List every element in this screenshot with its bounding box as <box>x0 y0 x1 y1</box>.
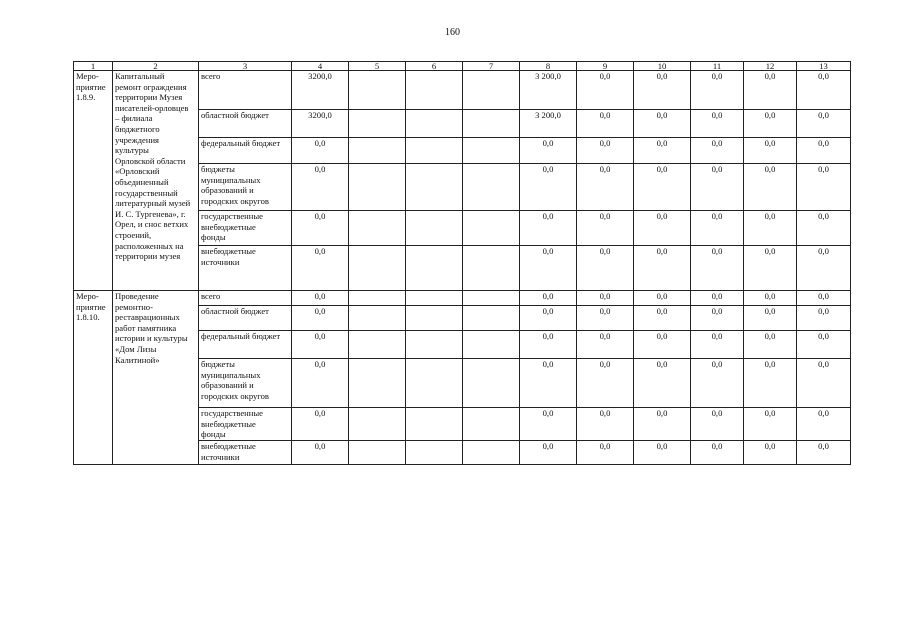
amount-cell: 0,0 <box>744 211 797 246</box>
amount-cell: 0,0 <box>577 246 634 291</box>
header-row <box>74 62 851 71</box>
amount-cell <box>406 110 463 138</box>
amount-cell <box>406 164 463 211</box>
amount-cell <box>349 164 406 211</box>
amount-cell: 0,0 <box>691 164 744 211</box>
amount-cell: 0,0 <box>577 71 634 110</box>
funding-source: внебюджетные источники <box>199 441 292 465</box>
amount-cell: 0,0 <box>520 164 577 211</box>
amount-cell: 0,0 <box>520 359 577 408</box>
amount-cell: 0,0 <box>797 306 851 331</box>
amount-cell <box>463 291 520 306</box>
amount-cell <box>463 138 520 164</box>
funding-source: государственные внебюджетные фонды <box>199 408 292 441</box>
amount-cell <box>463 331 520 359</box>
amount-cell: 0,0 <box>634 164 691 211</box>
amount-cell <box>406 441 463 465</box>
amount-cell <box>463 408 520 441</box>
amount-cell: 0,0 <box>691 71 744 110</box>
column-number-header: 3 <box>199 62 292 71</box>
amount-cell: 0,0 <box>744 331 797 359</box>
column-number-header: 12 <box>744 62 797 71</box>
amount-cell: 0,0 <box>577 164 634 211</box>
amount-cell: 0,0 <box>577 331 634 359</box>
amount-cell: 0,0 <box>634 246 691 291</box>
amount-cell: 3 200,0 <box>520 71 577 110</box>
amount-cell: 0,0 <box>292 331 349 359</box>
amount-cell <box>406 291 463 306</box>
column-number-header: 4 <box>292 62 349 71</box>
column-number-header: 1 <box>74 62 113 71</box>
amount-cell: 0,0 <box>520 441 577 465</box>
funding-table <box>73 61 851 465</box>
amount-cell <box>463 359 520 408</box>
column-number-header: 11 <box>691 62 744 71</box>
funding-source: бюджеты муниципальных образований и городских округов <box>199 359 292 408</box>
amount-cell: 0,0 <box>744 291 797 306</box>
funding-source: бюджеты муниципальных образований и городских округов <box>199 164 292 211</box>
amount-cell: 0,0 <box>691 138 744 164</box>
amount-cell: 0,0 <box>691 110 744 138</box>
column-number-header: 6 <box>406 62 463 71</box>
amount-cell <box>349 110 406 138</box>
amount-cell: 0,0 <box>744 441 797 465</box>
amount-cell: 0,0 <box>691 306 744 331</box>
amount-cell <box>406 408 463 441</box>
amount-cell: 0,0 <box>577 138 634 164</box>
amount-cell: 0,0 <box>797 441 851 465</box>
amount-cell: 0,0 <box>691 359 744 408</box>
amount-cell <box>463 306 520 331</box>
amount-cell: 0,0 <box>520 211 577 246</box>
amount-cell: 0,0 <box>520 408 577 441</box>
amount-cell: 0,0 <box>797 246 851 291</box>
amount-cell: 0,0 <box>634 110 691 138</box>
amount-cell: 0,0 <box>797 291 851 306</box>
amount-cell: 0,0 <box>691 211 744 246</box>
amount-cell <box>406 306 463 331</box>
amount-cell: 0,0 <box>577 110 634 138</box>
table-body <box>74 62 851 465</box>
amount-cell: 0,0 <box>520 138 577 164</box>
amount-cell: 0,0 <box>634 359 691 408</box>
measure-description: Капитальный ремонт ограждения территории Музея писателей-орловцев – филиала бюджетного учреждения культуры Орловской области «Орловский объединенный государственный литературный музей И. С. Тургенева», г. Орел, и снос ветхих строений, расположенных на территории музея <box>113 71 199 291</box>
amount-cell: 0,0 <box>292 246 349 291</box>
amount-cell <box>406 331 463 359</box>
amount-cell: 0,0 <box>577 359 634 408</box>
amount-cell <box>349 71 406 110</box>
column-number-header: 8 <box>520 62 577 71</box>
funding-source: федеральный бюджет <box>199 331 292 359</box>
table-row <box>74 71 851 110</box>
amount-cell <box>349 408 406 441</box>
funding-source: федеральный бюджет <box>199 138 292 164</box>
amount-cell: 0,0 <box>797 211 851 246</box>
amount-cell: 0,0 <box>577 291 634 306</box>
amount-cell: 3 200,0 <box>520 110 577 138</box>
amount-cell: 0,0 <box>520 331 577 359</box>
amount-cell: 0,0 <box>292 138 349 164</box>
measure-id: Меро- приятие 1.8.10. <box>74 291 113 465</box>
amount-cell: 0,0 <box>520 291 577 306</box>
amount-cell: 0,0 <box>744 246 797 291</box>
funding-source: всего <box>199 71 292 110</box>
amount-cell: 0,0 <box>520 306 577 331</box>
amount-cell: 0,0 <box>744 408 797 441</box>
amount-cell: 0,0 <box>797 408 851 441</box>
amount-cell: 0,0 <box>520 246 577 291</box>
amount-cell: 0,0 <box>292 359 349 408</box>
amount-cell <box>349 211 406 246</box>
amount-cell <box>406 211 463 246</box>
amount-cell: 0,0 <box>797 359 851 408</box>
amount-cell: 0,0 <box>634 408 691 441</box>
amount-cell: 3200,0 <box>292 71 349 110</box>
amount-cell: 0,0 <box>797 331 851 359</box>
amount-cell: 0,0 <box>744 71 797 110</box>
amount-cell: 0,0 <box>634 138 691 164</box>
amount-cell: 0,0 <box>634 211 691 246</box>
amount-cell: 0,0 <box>292 441 349 465</box>
amount-cell: 0,0 <box>577 306 634 331</box>
amount-cell <box>463 71 520 110</box>
amount-cell <box>349 359 406 408</box>
amount-cell <box>463 110 520 138</box>
amount-cell: 0,0 <box>744 306 797 331</box>
funding-source: областной бюджет <box>199 110 292 138</box>
amount-cell <box>349 291 406 306</box>
column-number-header: 10 <box>634 62 691 71</box>
column-number-header: 7 <box>463 62 520 71</box>
table-row <box>74 291 851 306</box>
amount-cell: 0,0 <box>634 331 691 359</box>
amount-cell: 0,0 <box>744 110 797 138</box>
amount-cell: 0,0 <box>744 164 797 211</box>
amount-cell: 0,0 <box>634 306 691 331</box>
amount-cell: 0,0 <box>691 246 744 291</box>
measure-description: Проведение ремонтно- реставрационных работ памятника истории и культуры «Дом Лизы Калитиной» <box>113 291 199 465</box>
amount-cell: 0,0 <box>577 408 634 441</box>
amount-cell <box>406 359 463 408</box>
amount-cell: 0,0 <box>797 110 851 138</box>
amount-cell: 0,0 <box>691 291 744 306</box>
amount-cell: 0,0 <box>797 71 851 110</box>
amount-cell: 0,0 <box>292 164 349 211</box>
amount-cell: 0,0 <box>292 408 349 441</box>
amount-cell <box>406 71 463 110</box>
column-number-header: 5 <box>349 62 406 71</box>
amount-cell <box>406 246 463 291</box>
amount-cell: 0,0 <box>577 211 634 246</box>
amount-cell <box>463 211 520 246</box>
funding-source: всего <box>199 291 292 306</box>
amount-cell <box>349 246 406 291</box>
measure-id: Меро- приятие 1.8.9. <box>74 71 113 291</box>
amount-cell: 0,0 <box>691 331 744 359</box>
amount-cell: 0,0 <box>634 291 691 306</box>
amount-cell: 0,0 <box>691 408 744 441</box>
amount-cell: 0,0 <box>577 441 634 465</box>
funding-source: государственные внебюджетные фонды <box>199 211 292 246</box>
amount-cell: 0,0 <box>292 291 349 306</box>
amount-cell <box>349 138 406 164</box>
page-number: 160 <box>445 27 460 38</box>
amount-cell: 0,0 <box>292 211 349 246</box>
funding-source: областной бюджет <box>199 306 292 331</box>
amount-cell <box>406 138 463 164</box>
amount-cell: 0,0 <box>797 164 851 211</box>
column-number-header: 13 <box>797 62 851 71</box>
amount-cell: 0,0 <box>691 441 744 465</box>
amount-cell: 0,0 <box>797 138 851 164</box>
amount-cell <box>349 331 406 359</box>
amount-cell <box>463 246 520 291</box>
amount-cell: 0,0 <box>744 138 797 164</box>
amount-cell: 3200,0 <box>292 110 349 138</box>
amount-cell: 0,0 <box>292 306 349 331</box>
funding-source: внебюджетные источники <box>199 246 292 291</box>
amount-cell <box>349 441 406 465</box>
amount-cell <box>349 306 406 331</box>
amount-cell <box>463 441 520 465</box>
column-number-header: 2 <box>113 62 199 71</box>
amount-cell: 0,0 <box>634 71 691 110</box>
column-number-header: 9 <box>577 62 634 71</box>
amount-cell <box>463 164 520 211</box>
amount-cell: 0,0 <box>634 441 691 465</box>
amount-cell: 0,0 <box>744 359 797 408</box>
